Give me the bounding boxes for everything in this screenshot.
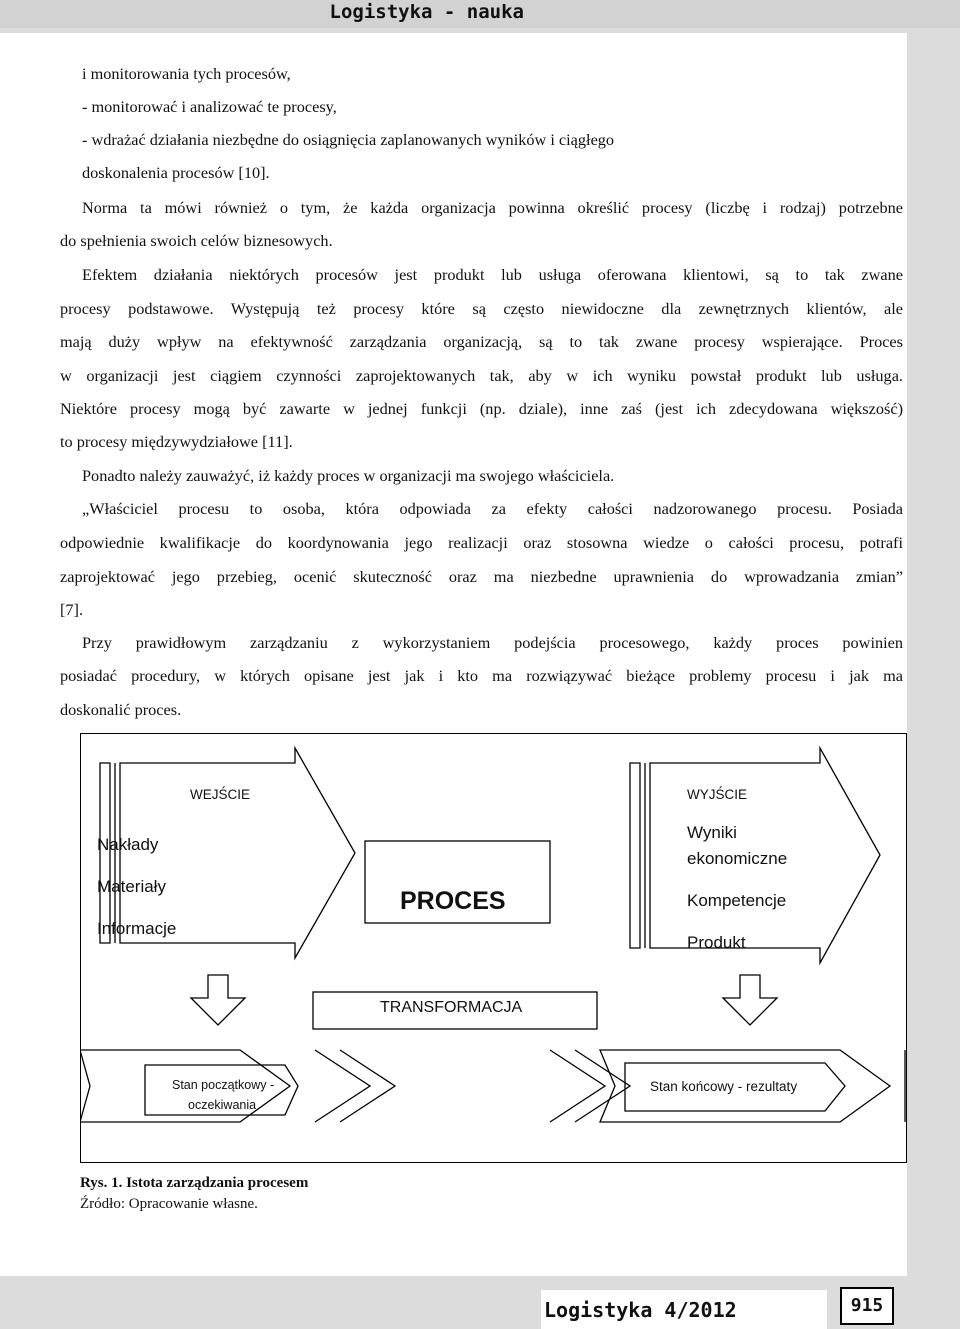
output-item: Produkt <box>687 933 746 952</box>
text-line: procesy podstawowe. Występują też procesy które są często niewidoczne dla zewnętrznych klientów, ale <box>60 299 903 318</box>
text-line: odpowiednie kwalifikacje do koordynowania jego realizacji oraz stosowna wiedze o całości procesu, potrafi <box>60 533 903 552</box>
text-line: doskonalić proces. <box>60 700 182 719</box>
text-line: [7]. <box>60 600 84 619</box>
process-diagram <box>80 733 907 1163</box>
output-arrow <box>630 763 640 948</box>
figure-source: Źródło: Opracowanie własne. <box>80 1196 258 1212</box>
text-line: - monitorować i analizować te procesy, <box>82 97 337 116</box>
text-line: i monitorowania tych procesów, <box>82 64 291 83</box>
text-line: „Właściciel procesu to osoba, która odpowiada za efekty całości nadzorowanego procesu. Posiada <box>82 499 903 518</box>
running-title: Logistyka - nauka <box>329 1 524 23</box>
input-item: Nakłady <box>97 835 159 854</box>
text-line: Norma ta mówi również o tym, że każda organizacja powinna określić procesy (liczbę i rodzaj) potrzebne <box>82 198 903 217</box>
start-state-label: oczekiwania <box>188 1098 257 1112</box>
page-number: 915 <box>840 1287 894 1325</box>
output-label: WYJŚCIE <box>687 787 748 802</box>
output-item: Wyniki <box>687 823 737 842</box>
running-header <box>0 0 960 28</box>
footer-journal: Logistyka 4/2012 <box>544 1298 737 1322</box>
output-item: Kompetencje <box>687 891 787 910</box>
text-line: posiadać procedury, w których opisane jest jak i kto ma rozwiązywać bieżące problemy procesu i jak ma <box>60 666 903 685</box>
text-line: - wdrażać działania niezbędne do osiągnięcia zaplanowanych wyników i ciągłego <box>82 130 615 149</box>
down-arrow-right <box>723 975 777 1025</box>
start-state-label: Stan początkowy - <box>172 1078 275 1092</box>
text-line: to procesy międzywydziałowe [11]. <box>60 432 293 451</box>
figure-caption: Rys. 1. Istota zarządzania procesem <box>80 1175 309 1191</box>
text-line: Przy prawidłowym zarządzaniu z wykorzystaniem podejścia procesowego, każdy proces powinien <box>82 633 903 652</box>
text-line: Ponadto należy zauważyć, iż każdy proces w organizacji ma swojego właściciela. <box>82 466 615 485</box>
input-label: WEJŚCIE <box>190 787 251 802</box>
text-line: doskonalenia procesów [10]. <box>82 163 270 182</box>
text-line: zaprojektować jego przebieg, ocenić skuteczność oraz ma niezbedne uprawnienia do wprowadzania zmian” <box>60 567 903 586</box>
text-line: Efektem działania niektórych procesów jest produkt lub usługa oferowana klientowi, są to tak zwane <box>82 265 903 284</box>
text-line: mają duży wpływ na efektywność zarządzania organizacją, są to tak zwane procesy wspierające. Proces <box>60 332 903 351</box>
input-item: Materiały <box>97 877 166 896</box>
text-line: do spełnienia swoich celów biznesowych. <box>60 231 333 250</box>
text-line: w organizacji jest ciągiem czynności zaprojektowanych tak, aby w ich wyniku powstał produkt lub usługa. <box>60 366 903 385</box>
end-state-label: Stan końcowy - rezultaty <box>650 1079 798 1094</box>
transformation-label: TRANSFORMACJA <box>380 999 523 1016</box>
down-arrow-left <box>191 975 245 1025</box>
text-line: Niektóre procesy mogą być zawarte w jednej funkcji (np. dziale), inne zaś (jest ich zdecydowana większość) <box>60 399 903 418</box>
process-title: PROCES <box>400 887 506 915</box>
input-item: Informacje <box>97 919 177 938</box>
output-item: ekonomiczne <box>687 849 788 868</box>
